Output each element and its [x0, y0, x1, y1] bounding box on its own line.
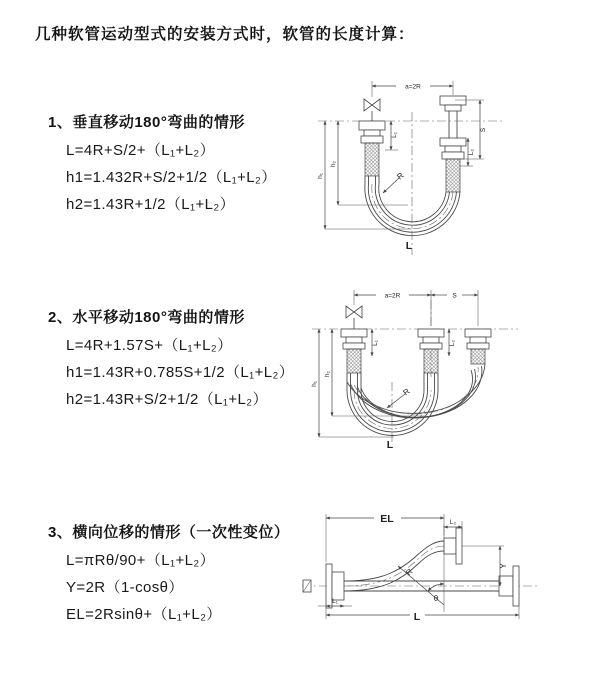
hose-braid	[365, 143, 379, 176]
dim-label-a2r: a=2R	[384, 292, 401, 300]
section-3-heading: 3、横向位移的情形（一次性变位）	[48, 524, 290, 541]
dim-label-l: L	[405, 240, 413, 252]
dim-label-l2: L₂	[449, 519, 457, 526]
left-flange-fitting	[359, 121, 385, 176]
dim-a2r	[354, 290, 478, 326]
dim-label-s: S	[480, 127, 487, 133]
section-3-formula-EL: EL=2Rsinθ+（L₁+L₂）	[66, 606, 222, 623]
dim-label-a2r: a=2R	[405, 83, 421, 91]
valve-icon	[346, 306, 362, 329]
dim-label-h2: h₂	[330, 160, 337, 168]
dim-label-s: S	[452, 292, 457, 300]
hose-braid	[471, 349, 485, 364]
top-right-flange-fitting	[444, 528, 504, 564]
section-1	[48, 111, 277, 213]
section-3-formula-Y: Y=2R（1-cosθ）	[66, 579, 184, 596]
dim-label-l2: L₂	[468, 148, 475, 156]
hose-braid	[424, 349, 438, 373]
dim-l1	[372, 329, 379, 356]
section-2-formula-h2: h2=1.43R+S/2+1/2（L₁+L₂）	[66, 391, 268, 408]
section-1-formula-h2: h2=1.43R+1/2（L₁+L₂）	[66, 196, 236, 213]
section-1-heading: 1、垂直移动180°弯曲的情形	[48, 114, 245, 131]
right-flange-fitting	[499, 566, 519, 606]
u-hose-position-1	[347, 373, 438, 436]
dim-label-r: R	[401, 386, 412, 398]
radius-callout	[387, 387, 412, 408]
dim-label-h1: h₁	[311, 381, 318, 387]
section-2-formula-h1: h1=1.43R+0.785S+1/2（L₁+L₂）	[66, 364, 295, 381]
dim-l2	[449, 329, 456, 356]
section-2-heading: 2、水平移动180°弯曲的情形	[48, 309, 245, 326]
right-flange-fitting	[465, 329, 491, 364]
middle-flange-fitting	[418, 329, 444, 373]
dim-l1	[385, 121, 398, 150]
dim-s	[431, 293, 478, 300]
right-flange-fitting	[440, 96, 466, 192]
angle-theta	[398, 525, 444, 612]
diagram-lateral-displacement	[298, 500, 590, 642]
dim-label-r: R	[404, 567, 415, 578]
dim-label-l1: L₁	[372, 340, 379, 346]
dim-a2r	[372, 81, 453, 97]
dim-l	[326, 606, 519, 623]
radius-callout	[383, 171, 406, 193]
dim-label-l1: L₁	[332, 598, 338, 605]
section-3	[48, 521, 290, 623]
dim-label-l2: L₂	[449, 339, 456, 347]
hose-braid	[446, 159, 460, 192]
dim-label-y: Y	[499, 563, 508, 569]
hose-braid	[347, 349, 361, 373]
diagram-vertical-180-bend	[312, 72, 580, 262]
section-2-formula-L: L=4R+1.57S+（L₁+L₂）	[66, 337, 233, 354]
dim-label-r: R	[395, 170, 406, 182]
section-1-formula-L: L=4R+S/2+（L₁+L₂）	[66, 142, 216, 159]
dim-label-theta: θ	[433, 594, 439, 603]
anchor-symbol	[303, 580, 311, 592]
valve-icon	[364, 99, 380, 121]
section-1-formula-h1: h1=1.432R+S/2+1/2（L₁+L₂）	[66, 169, 277, 186]
left-flange-fitting	[341, 329, 367, 373]
page-title: 几种软管运动型式的安装方式时，软管的长度计算：	[35, 26, 415, 43]
dim-label-l: L	[386, 439, 394, 451]
diagram-horizontal-180-bend	[306, 282, 588, 452]
dim-label-h2: h₂	[324, 370, 331, 378]
dim-el	[326, 513, 444, 562]
dim-l1	[318, 598, 352, 606]
curved-hose-position-2	[344, 541, 444, 591]
dim-label-el: EL	[380, 513, 394, 525]
dim-label-h1: h₁	[317, 173, 324, 179]
section-2	[48, 306, 295, 408]
dim-label-l: L	[413, 611, 421, 623]
section-3-formula-L: L=πRθ/90+（L₁+L₂）	[66, 552, 215, 569]
dim-label-l1: L₁	[391, 132, 398, 138]
